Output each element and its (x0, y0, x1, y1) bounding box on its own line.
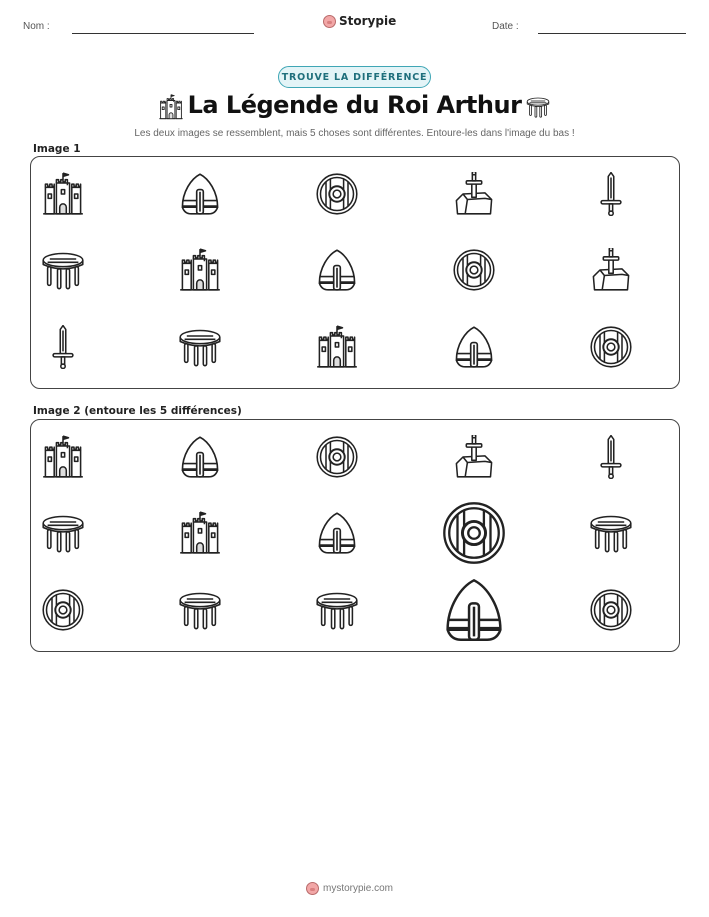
helmet-icon (315, 248, 359, 292)
sword-icon (41, 325, 85, 369)
helmet-icon (178, 172, 222, 216)
page-title: La Légende du Roi Arthur (187, 91, 522, 119)
round-table-icon[interactable] (41, 511, 85, 555)
date-label: Date : (492, 21, 519, 32)
shield-icon (589, 325, 633, 369)
round-table-icon[interactable] (315, 588, 359, 632)
name-line[interactable] (72, 33, 254, 34)
sword-in-stone-icon[interactable] (452, 435, 496, 479)
shield-icon (315, 172, 359, 216)
round-table-icon[interactable] (178, 588, 222, 632)
castle-icon (315, 325, 359, 369)
castle-icon (41, 172, 85, 216)
shield-icon[interactable] (41, 588, 85, 632)
activity-badge: TROUVE LA DIFFÉRENCE (278, 66, 431, 88)
sword-icon (589, 172, 633, 216)
helmet-icon[interactable] (178, 435, 222, 479)
castle-icon[interactable] (41, 435, 85, 479)
date-line[interactable] (538, 33, 686, 34)
round-table-icon (523, 95, 553, 119)
shield-icon[interactable] (315, 435, 359, 479)
shield-icon (452, 248, 496, 292)
footer-url: mystorypie.com (323, 883, 394, 894)
brand-name: Storypie (339, 14, 397, 28)
round-table-icon[interactable] (589, 511, 633, 555)
image1-panel (30, 156, 680, 389)
footer (306, 882, 393, 895)
helmet-icon[interactable] (315, 511, 359, 555)
helmet-icon (452, 325, 496, 369)
shield-icon[interactable] (589, 588, 633, 632)
sword-icon[interactable] (589, 435, 633, 479)
sword-in-stone-icon (452, 172, 496, 216)
round-table-icon (41, 248, 85, 292)
pig-icon (306, 882, 319, 895)
name-label: Nom : (23, 21, 50, 32)
castle-icon (178, 248, 222, 292)
castle-icon (157, 94, 185, 120)
image2-label: Image 2 (entoure les 5 différences) (33, 405, 242, 417)
brand-logo (323, 14, 396, 28)
helmet-icon[interactable] (441, 577, 507, 643)
sword-in-stone-icon (589, 248, 633, 292)
image2-panel[interactable] (30, 419, 680, 652)
castle-icon[interactable] (178, 511, 222, 555)
instructions: Les deux images se ressemblent, mais 5 choses sont différentes. Entoure-les dans l'image du bas ! (134, 128, 575, 139)
round-table-icon (178, 325, 222, 369)
shield-icon[interactable] (441, 500, 507, 566)
image1-label: Image 1 (33, 143, 81, 155)
pig-icon (323, 15, 336, 28)
